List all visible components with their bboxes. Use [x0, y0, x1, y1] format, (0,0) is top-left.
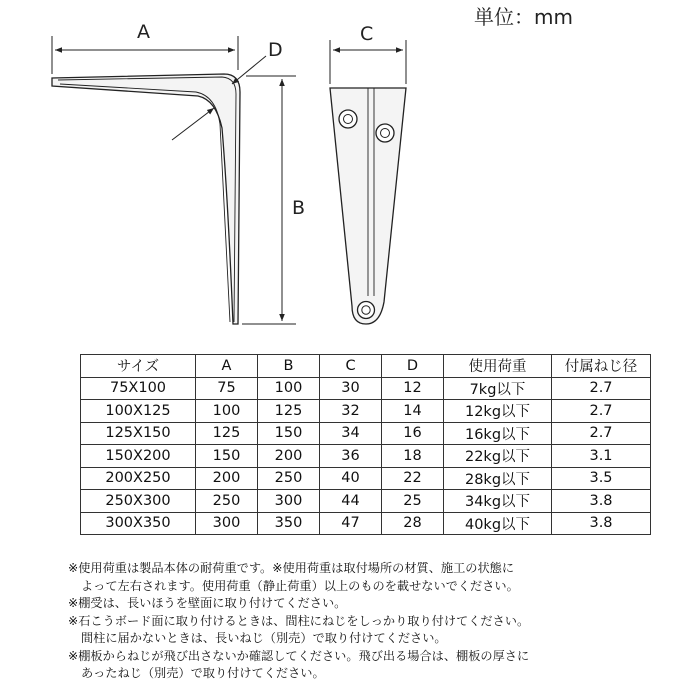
header-d: D	[382, 355, 444, 378]
dimension-label-c: C	[360, 23, 374, 45]
header-a: A	[196, 355, 258, 378]
cell-a: 300	[196, 512, 258, 535]
table-row	[81, 445, 651, 468]
cell-size: 75X100	[81, 377, 196, 400]
cell-screw: 3.1	[552, 445, 651, 468]
unit-label: 単位：mm	[474, 5, 573, 29]
note-line: ※石こうボード面に取り付けるときは、間柱にねじをしっかり取り付けてください。	[68, 613, 530, 628]
cell-load: 34kg以下	[444, 490, 552, 513]
cell-b: 200	[258, 445, 320, 468]
cell-b: 300	[258, 490, 320, 513]
cell-c: 40	[320, 467, 382, 490]
dimension-label-a: A	[137, 21, 150, 43]
cell-screw: 3.5	[552, 467, 651, 490]
cell-size: 250X300	[81, 490, 196, 513]
cell-size: 100X125	[81, 400, 196, 423]
cell-screw: 2.7	[552, 422, 651, 445]
cell-d: 22	[382, 467, 444, 490]
cell-screw: 2.7	[552, 400, 651, 423]
spec-table	[80, 354, 651, 535]
cell-load: 40kg以下	[444, 512, 552, 535]
cell-d: 25	[382, 490, 444, 513]
cell-load: 22kg以下	[444, 445, 552, 468]
cell-c: 32	[320, 400, 382, 423]
cell-load: 12kg以下	[444, 400, 552, 423]
cell-c: 44	[320, 490, 382, 513]
cell-a: 250	[196, 490, 258, 513]
cell-a: 200	[196, 467, 258, 490]
cell-a: 150	[196, 445, 258, 468]
note-line: 間柱に届かないときは、長いねじ（別売）で取り付けてください。	[81, 631, 447, 645]
cell-screw: 3.8	[552, 512, 651, 535]
note-line: ※棚受は、長いほうを壁面に取り付けてください。	[68, 596, 347, 610]
dimension-b	[242, 76, 296, 324]
table-row	[81, 377, 651, 400]
dimension-label-d: D	[268, 39, 283, 61]
cell-screw: 2.7	[552, 377, 651, 400]
table-row	[81, 422, 651, 445]
cell-c: 30	[320, 377, 382, 400]
cell-c: 34	[320, 422, 382, 445]
cell-load: 28kg以下	[444, 467, 552, 490]
notes-section	[68, 560, 668, 683]
bracket-side-view	[52, 74, 240, 324]
note-line: ※使用荷重は製品本体の耐荷重です。※使用荷重は取付場所の材質、施工の状態に	[68, 561, 515, 575]
cell-b: 100	[258, 377, 320, 400]
table-row	[81, 467, 651, 490]
table-row	[81, 400, 651, 423]
cell-load: 7kg以下	[444, 377, 552, 400]
cell-size: 150X200	[81, 445, 196, 468]
dimension-c	[330, 40, 406, 84]
cell-load: 16kg以下	[444, 422, 552, 445]
screw-hole-icon	[339, 110, 357, 128]
cell-d: 12	[382, 377, 444, 400]
cell-c: 47	[320, 512, 382, 535]
table-header-row	[81, 355, 651, 378]
cell-d: 18	[382, 445, 444, 468]
header-c: C	[320, 355, 382, 378]
bracket-technical-drawing	[0, 0, 700, 340]
header-load: 使用荷重	[444, 355, 552, 378]
cell-b: 250	[258, 467, 320, 490]
header-screw-diameter: 付属ねじ径	[552, 355, 651, 378]
screw-hole-icon	[358, 302, 375, 319]
header-b: B	[258, 355, 320, 378]
cell-size: 200X250	[81, 467, 196, 490]
dimension-label-b: B	[292, 197, 306, 219]
cell-d: 28	[382, 512, 444, 535]
cell-b: 125	[258, 400, 320, 423]
cell-d: 14	[382, 400, 444, 423]
cell-b: 150	[258, 422, 320, 445]
note-line: よって左右されます。使用荷重（静止荷重）以上のものを載せないでください。	[81, 578, 519, 593]
cell-d: 16	[382, 422, 444, 445]
cell-a: 100	[196, 400, 258, 423]
cell-size: 125X150	[81, 422, 196, 445]
cell-a: 125	[196, 422, 258, 445]
header-size: サイズ	[81, 355, 196, 378]
note-line: あったねじ（別売）で取り付けてください。	[81, 666, 325, 680]
cell-screw: 3.8	[552, 490, 651, 513]
cell-b: 350	[258, 512, 320, 535]
cell-c: 36	[320, 445, 382, 468]
note-line: ※棚板からねじが飛び出さないか確認してください。飛び出る場合は、棚板の厚さに	[68, 648, 530, 663]
table-row	[81, 512, 651, 535]
cell-a: 75	[196, 377, 258, 400]
screw-hole-icon	[376, 124, 394, 142]
table-row	[81, 490, 651, 513]
cell-size: 300X350	[81, 512, 196, 535]
